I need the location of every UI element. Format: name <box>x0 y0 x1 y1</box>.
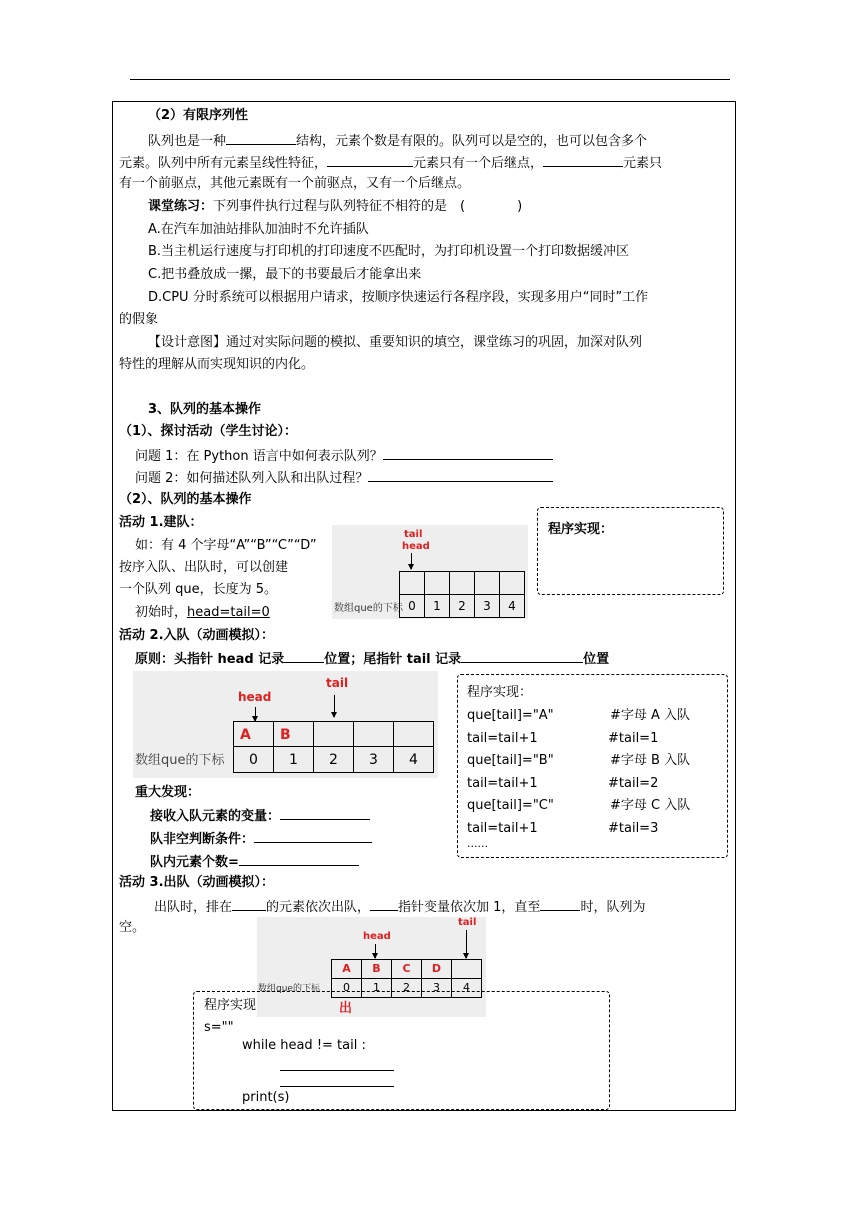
blank[interactable] <box>327 152 413 167</box>
activity-1-title: 活动 1.建队： <box>119 515 203 530</box>
tail-arrow-icon <box>466 930 467 958</box>
code-line: tail=tail+1 <box>467 731 538 746</box>
queue-cell <box>393 721 434 747</box>
index-cell: 0 <box>331 978 362 998</box>
option-d: D.CPU 分时系统可以根据用户请求，按顺序快速运行各程序段，实现多用户“同时”工作 <box>148 290 649 305</box>
section-heading-basic-ops: 3、队列的基本操作 <box>148 402 262 417</box>
queue-cell <box>474 571 500 595</box>
blank[interactable] <box>226 130 296 145</box>
blank[interactable] <box>543 152 623 167</box>
program-label: 程序实现 <box>204 998 257 1013</box>
activity-2-title: 活动 2.入队（动画模拟）： <box>119 628 275 643</box>
tail-arrow-icon <box>334 695 335 717</box>
code-line: que[tail]="C" <box>467 798 554 813</box>
activity-1-line-2: 按序入队、出队时，可以创建 <box>119 560 289 575</box>
queue-cell: B <box>361 959 392 979</box>
discovery-3: 队内元素个数= <box>150 851 359 873</box>
head-label: head <box>238 690 272 704</box>
blank[interactable] <box>284 648 324 663</box>
discovery-1: 接收入队元素的变量： <box>150 805 370 827</box>
blank[interactable] <box>232 896 266 911</box>
code-line: que[tail]="A" <box>467 708 554 723</box>
code-line: tail=tail+1 <box>467 776 538 791</box>
blank[interactable] <box>254 828 372 843</box>
subheading-discussion: （1）、探讨活动（学生讨论）： <box>119 424 298 439</box>
code-line: tail=tail+1 <box>467 821 538 836</box>
program-box-3[interactable] <box>193 991 610 1110</box>
queue-cell <box>424 571 450 595</box>
paragraph-line-1: 队列也是一种 结构，元素个数是有限的。队列可以是空的，也可以包含多个 <box>148 130 647 152</box>
index-cell: 1 <box>273 746 314 773</box>
question-2: 问题 2：如何描述队列入队和出队过程？ <box>135 467 553 489</box>
queue-cell <box>399 571 425 595</box>
program-box-1[interactable] <box>537 507 724 595</box>
queue-cell <box>499 571 525 595</box>
blank[interactable] <box>368 467 553 482</box>
index-cell: 4 <box>393 746 434 773</box>
code-blank-line[interactable] <box>280 1070 394 1071</box>
code-comment: #tail=2 <box>608 776 659 791</box>
index-cell: 4 <box>499 594 525 618</box>
queue-cell: A <box>233 721 274 747</box>
index-cell: 2 <box>449 594 475 618</box>
index-cell: 1 <box>361 978 392 998</box>
activity-1-line-1: 如：有 4 个字母“A”“B”“C”“D” <box>135 538 317 553</box>
option-b: B.当主机运行速度与打印机的打印速度不匹配时，为打印机设置一个打印数据缓冲区 <box>148 244 630 259</box>
queue-cell <box>313 721 354 747</box>
activity-2-principle: 原则：头指针 head 记录 位置；尾指针 tail 记录 位置 <box>135 648 609 670</box>
tail-label: tail <box>458 917 477 928</box>
queue-cell: D <box>421 959 452 979</box>
queue-figure-initial <box>332 525 528 619</box>
queue-cell: A <box>331 959 362 979</box>
code-line: while head != tail : <box>242 1038 366 1053</box>
code-line: que[tail]="B" <box>467 753 554 768</box>
option-a: A.在汽车加油站排队加油时不允许插队 <box>148 222 369 237</box>
program-label: 程序实现： <box>548 522 614 537</box>
code-comment: #tail=3 <box>608 821 659 836</box>
dequeue-out-label: 出 <box>339 1001 353 1016</box>
exercise-question: 课堂练习：下列事件执行过程与队列特征不相符的是 ( ) <box>148 199 523 214</box>
index-label: 数组que的下标 <box>334 603 403 614</box>
queue-figure-enqueue <box>133 671 438 778</box>
queue-cell: B <box>273 721 314 747</box>
queue-cell <box>449 571 475 595</box>
index-cell: 0 <box>233 746 274 773</box>
index-cell: 4 <box>451 978 482 998</box>
blank[interactable] <box>383 445 553 460</box>
code-comment: #字母 B 入队 <box>610 753 691 768</box>
code-ellipsis: ...... <box>467 837 488 850</box>
index-cell: 0 <box>399 594 425 618</box>
option-c: C.把书叠放成一摞，最下的书要最后才能拿出来 <box>148 267 422 282</box>
header-rule <box>130 79 730 80</box>
discovery-2: 队非空判断条件： <box>150 828 372 850</box>
design-intent-cont: 特性的理解从而实现知识的内化。 <box>119 357 315 372</box>
activity-3-title: 活动 3.出队（动画模拟）： <box>119 875 275 890</box>
code-line: s="" <box>204 1020 234 1035</box>
code-comment: #tail=1 <box>608 731 659 746</box>
index-label: 数组que的下标 <box>135 753 225 768</box>
activity-3-line-1: 出队时，排在 的元素依次出队， 指针变量依次加 1，直至 时，队列为 <box>154 896 645 918</box>
head-label: head <box>363 931 391 942</box>
pointer-arrow-icon <box>411 553 412 569</box>
head-arrow-icon <box>255 707 256 721</box>
blank[interactable] <box>370 896 398 911</box>
code-comment: #字母 A 入队 <box>610 708 691 723</box>
blank[interactable] <box>461 648 583 663</box>
question-1: 问题 1：在 Python 语言中如何表示队列？ <box>135 445 553 467</box>
index-cell: 3 <box>474 594 500 618</box>
paragraph-line-3: 有一个前驱点，其他元素既有一个前驱点，又有一个后继点。 <box>119 176 471 191</box>
queue-cell: C <box>391 959 422 979</box>
head-label: head <box>402 541 430 552</box>
queue-cell <box>353 721 394 747</box>
program-box-2[interactable] <box>457 674 728 858</box>
activity-1-line-3: 一个队列 que，长度为 5。 <box>119 582 278 597</box>
tail-label: tail <box>404 529 423 540</box>
activity-1-line-4: 初始时，head=tail=0 <box>135 605 270 620</box>
blank[interactable] <box>280 805 370 820</box>
code-comment: #字母 C 入队 <box>610 798 691 813</box>
option-d-cont: 的假象 <box>119 312 159 327</box>
tail-label: tail <box>326 676 349 690</box>
index-cell: 3 <box>421 978 452 998</box>
subheading-basic-ops: （2）、队列的基本操作 <box>119 492 252 507</box>
blank[interactable] <box>540 896 580 911</box>
index-label: 数组que的下标 <box>258 984 320 994</box>
design-intent: 【设计意图】通过对实际问题的模拟、重要知识的填空，课堂练习的巩固，加深对队列 <box>148 335 643 350</box>
activity-3-line-2: 空。 <box>119 920 146 935</box>
code-line: print(s) <box>242 1090 290 1105</box>
code-blank-line[interactable] <box>280 1086 394 1087</box>
index-cell: 2 <box>313 746 354 773</box>
paragraph-line-2: 元素。队列中所有元素呈线性特征， 元素只有一个后继点， 元素只 <box>119 152 662 174</box>
program-label: 程序实现： <box>467 685 533 700</box>
queue-cell <box>451 959 482 979</box>
index-cell: 3 <box>353 746 394 773</box>
index-cell: 1 <box>424 594 450 618</box>
head-arrow-icon <box>375 944 376 958</box>
index-cell: 2 <box>391 978 422 998</box>
section-heading-finite-sequence: （2）有限序列性 <box>148 108 249 123</box>
blank[interactable] <box>239 851 359 866</box>
discovery-title: 重大发现： <box>135 785 201 800</box>
